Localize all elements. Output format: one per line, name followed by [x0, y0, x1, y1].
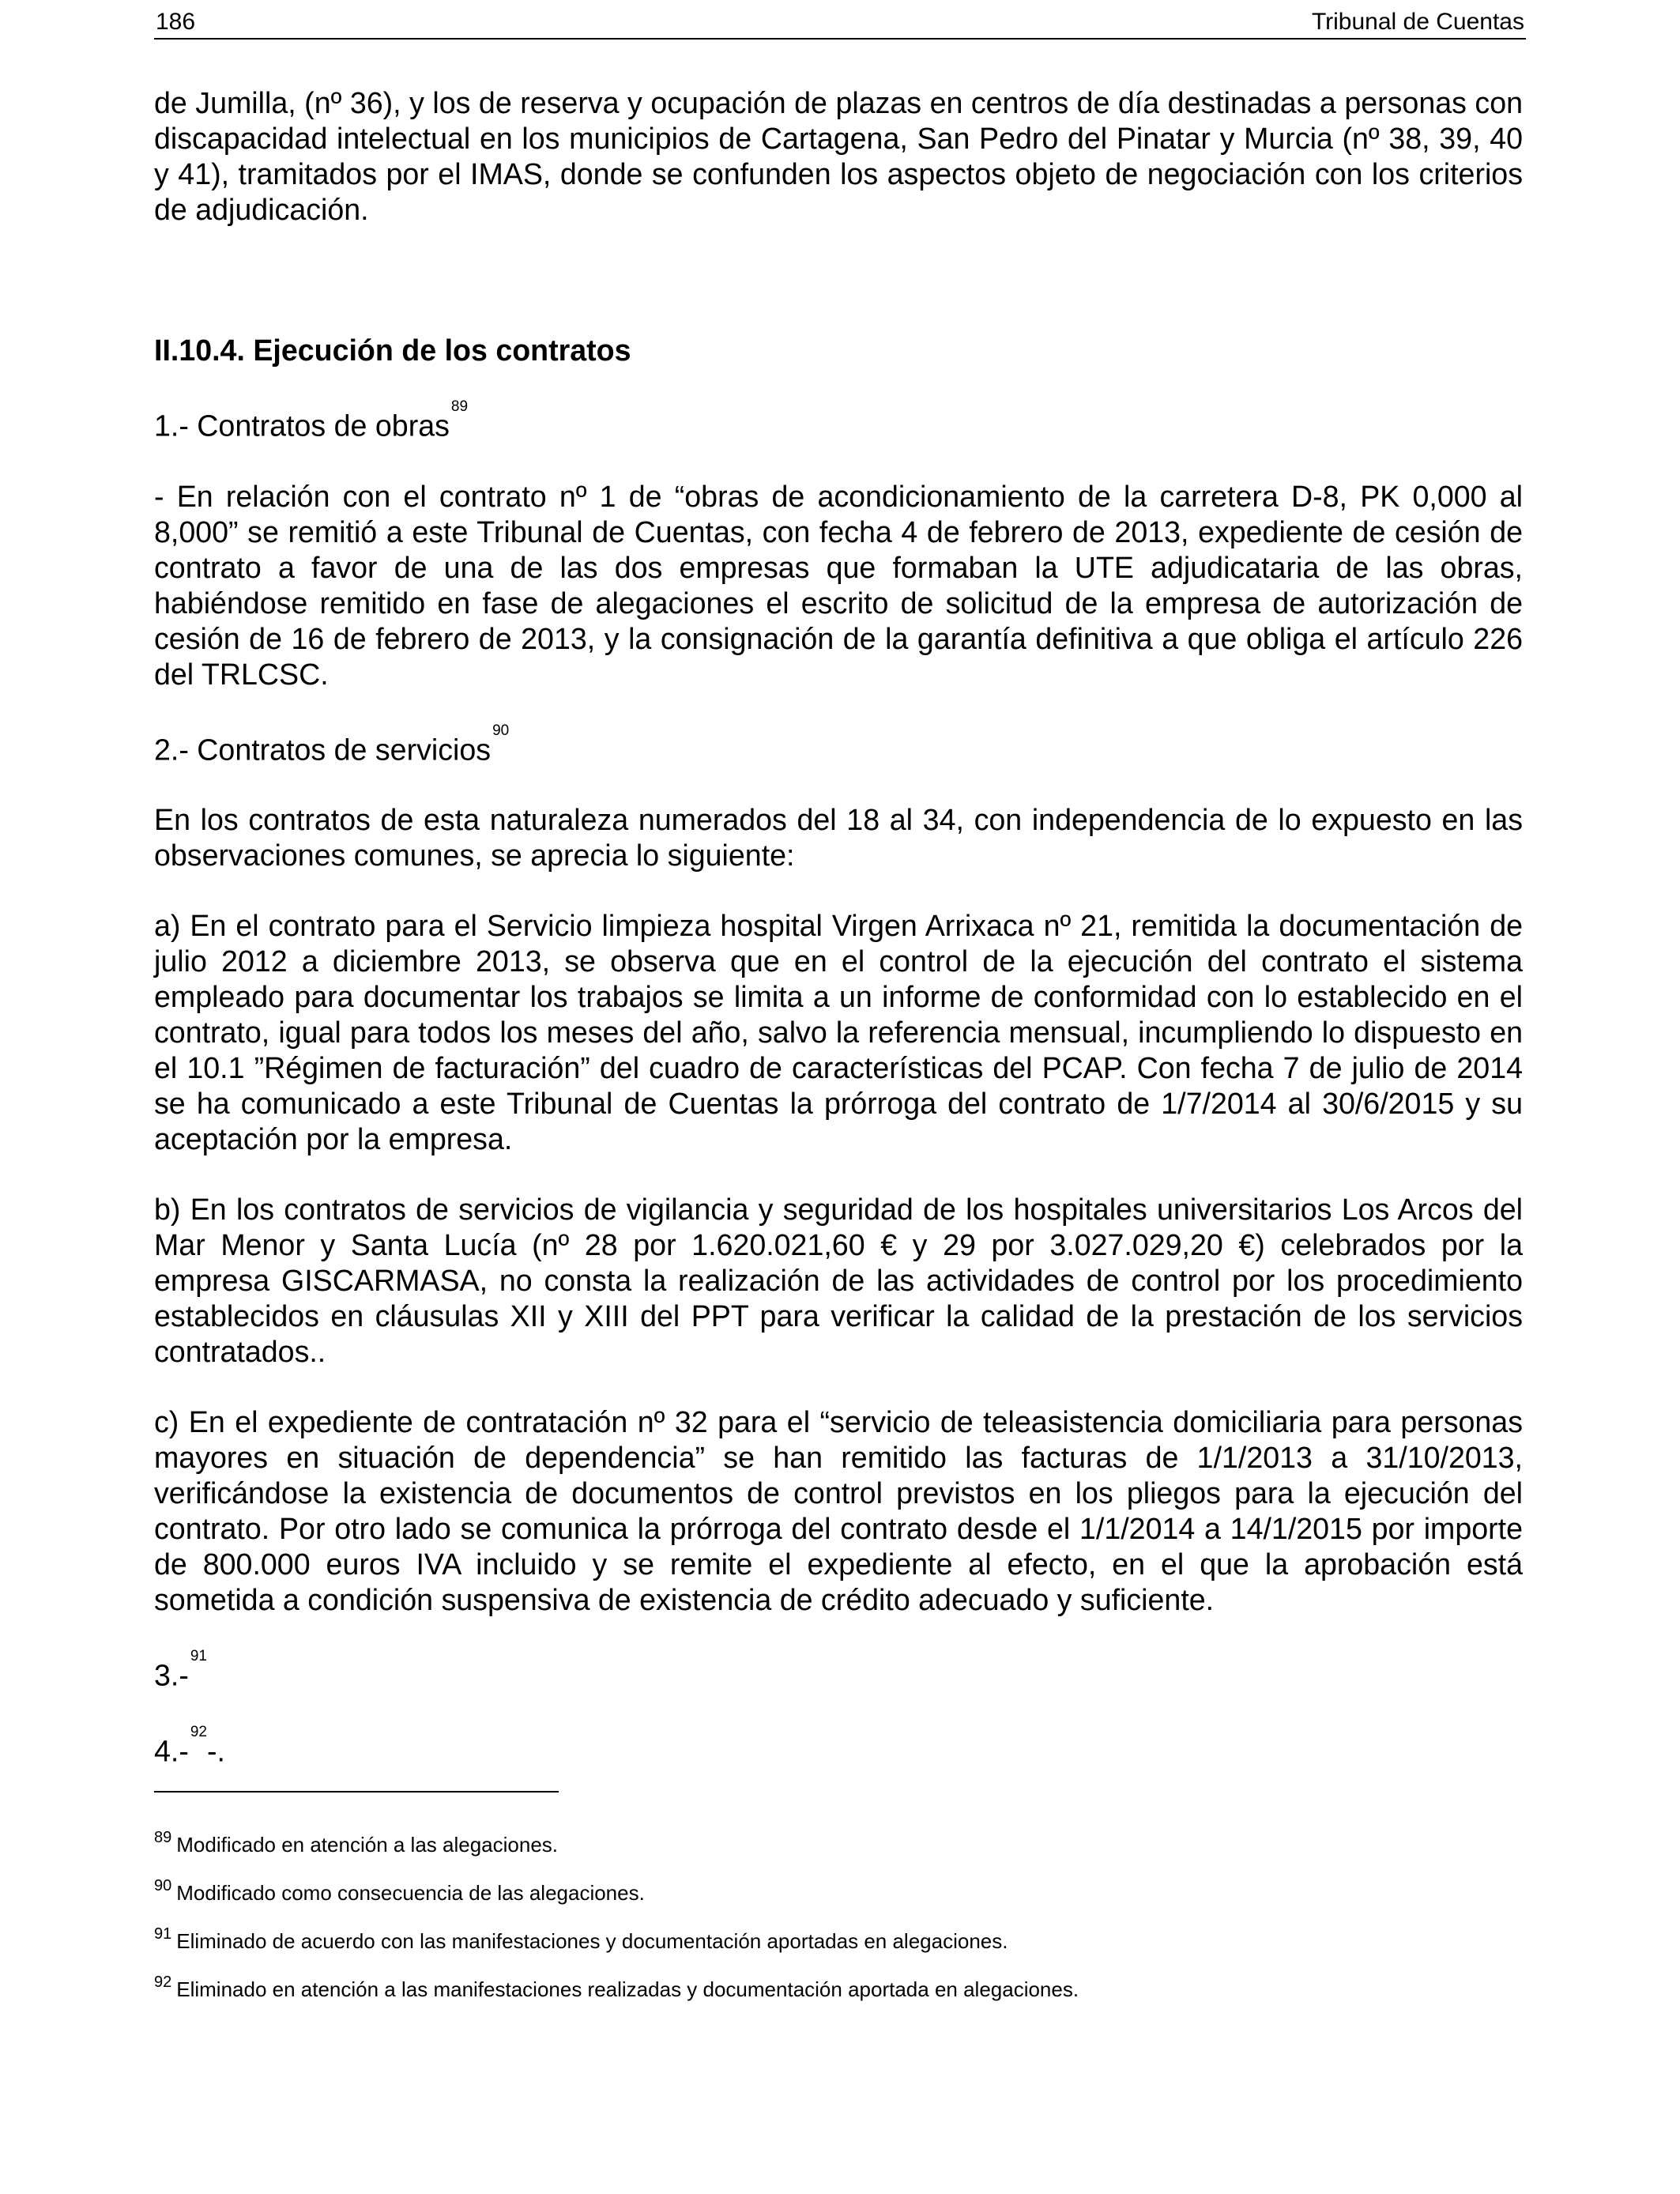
- page-header: [154, 6, 1526, 40]
- subsection-obras-heading: [154, 398, 1523, 444]
- item-c-paragraph: c) En el expediente de contratación nº 32 para el “servicio de teleasistencia domiciliaria para personas mayores en situación de dependencia” se han remitido las facturas de 1/1/2013 a 31/10/2013, verificándose la existencia de documentos de control previstos en los pliegos para la ejecución del contrato. Por otro lado se comunica la prórroga del contrato desde el 1/1/2014 a 14/1/2015 por importe de 800.000 euros IVA incluido y se remite el expediente al efecto, en el que la aprobación está sometida a condición suspensiva de existencia de crédito adecuado y suficiente.: [154, 1405, 1523, 1617]
- item-b-paragraph: b) En los contratos de servicios de vigilancia y seguridad de los hospitales universitarios Los Arcos del Mar Menor y Santa Lucía (nº 28 por 1.620.021,60 € y 29 por 3.027.029,20 €) celebrados por la empresa GISCARMASA, no consta la realización de las actividades de control por los procedimiento establecidos en cláusulas XII y XIII del PPT para verificar la calidad de la prestación de los servicios contratados..: [154, 1193, 1523, 1369]
- obras-paragraph: - En relación con el contrato nº 1 de “obras de acondicionamiento de la carretera D-8, PK 0,000 al 8,000” se remitió a este Tribunal de Cuentas, con fecha 4 de febrero de 2013, expediente de cesión de contrato a favor de una de las dos empresas que formaban la UTE adjudicataria de las obras, habiéndose remitido en fase de alegaciones el escrito de solicitud de la empresa de autorización de cesión de 16 de febrero de 2013, y la consignación de la garantía definitiva a que obliga el artículo 226 del TRLCSC.: [154, 479, 1523, 691]
- servicios-intro-paragraph: En los contratos de esta naturaleza numerados del 18 al 34, con independencia de lo expuesto en las observaciones comunes, se aprecia lo siguiente:: [154, 803, 1523, 873]
- footnote-text: Modificado como consecuencia de las alegaciones.: [176, 1881, 645, 1905]
- footnote-90: [154, 1877, 1523, 1908]
- subsection-4-label: 4.-: [154, 1734, 189, 1768]
- subsection-3-heading: [154, 1648, 1523, 1694]
- footnote-ref-92[interactable]: 92: [190, 1723, 207, 1740]
- footnotes: [154, 1829, 1523, 2025]
- footnote-number: 89: [154, 1829, 172, 1846]
- intro-paragraph: de Jumilla, (nº 36), y los de reserva y ocupación de plazas en centros de día destinadas a personas con discapacidad intelectual en los municipios de Cartagena, San Pedro del Pinatar y Murcia (nº 38, 39, 40 y 41), tramitados por el IMAS, donde se confunden los aspectos objeto de negociación con los criterios de adjudicación.: [154, 86, 1523, 226]
- footnote-text: Eliminado en atención a las manifestaciones realizadas y documentación aportada en alegaciones.: [176, 1977, 1079, 2001]
- running-title: Tribunal de Cuentas: [1311, 9, 1524, 35]
- footnote-text: Eliminado de acuerdo con las manifestaciones y documentación aportadas en alegaciones.: [176, 1929, 1008, 1953]
- subsection-servicios-label: 2.- Contratos de servicios: [154, 733, 492, 767]
- subsection-4-suffix: -.: [207, 1734, 225, 1768]
- footnote-number: 90: [154, 1877, 172, 1894]
- footnote-89: [154, 1829, 1523, 1860]
- footnote-text: Modificado en atención a las alegaciones.: [176, 1833, 559, 1857]
- document-body: [154, 85, 1523, 1769]
- footnote-92: [154, 1973, 1523, 2004]
- footnote-number: 92: [154, 1973, 172, 1991]
- footnote-ref-91[interactable]: 91: [190, 1648, 207, 1665]
- section-heading: II.10.4. Ejecución de los contratos: [154, 334, 631, 367]
- subsection-4-heading: [154, 1723, 1523, 1770]
- subsection-obras-label: 1.- Contratos de obras: [154, 409, 450, 443]
- subsection-3-label: 3.-: [154, 1658, 189, 1692]
- page-number: 186: [156, 9, 196, 35]
- subsection-servicios-heading: [154, 722, 1523, 768]
- footnote-number: 91: [154, 1925, 172, 1943]
- footnote-ref-89[interactable]: 89: [450, 398, 469, 415]
- footnote-separator: [154, 1791, 559, 1793]
- footnote-ref-90[interactable]: 90: [492, 722, 510, 739]
- item-a-paragraph: a) En el contrato para el Servicio limpieza hospital Virgen Arrixaca nº 21, remitida la documentación de julio 2012 a diciembre 2013, se observa que en el control de la ejecución del contrato el sistema empleado para documentar los trabajos se limita a un informe de conformidad con lo establecido en el contrato, igual para todos los meses del año, salvo la referencia mensual, incumpliendo lo dispuesto en el 10.1 ”Régimen de facturación” del cuadro de características del PCAP. Con fecha 7 de julio de 2014 se ha comunicado a este Tribunal de Cuentas la prórroga del contrato de 1/7/2014 al 30/6/2015 y su aceptación por la empresa.: [154, 909, 1523, 1156]
- footnote-91: [154, 1925, 1523, 1956]
